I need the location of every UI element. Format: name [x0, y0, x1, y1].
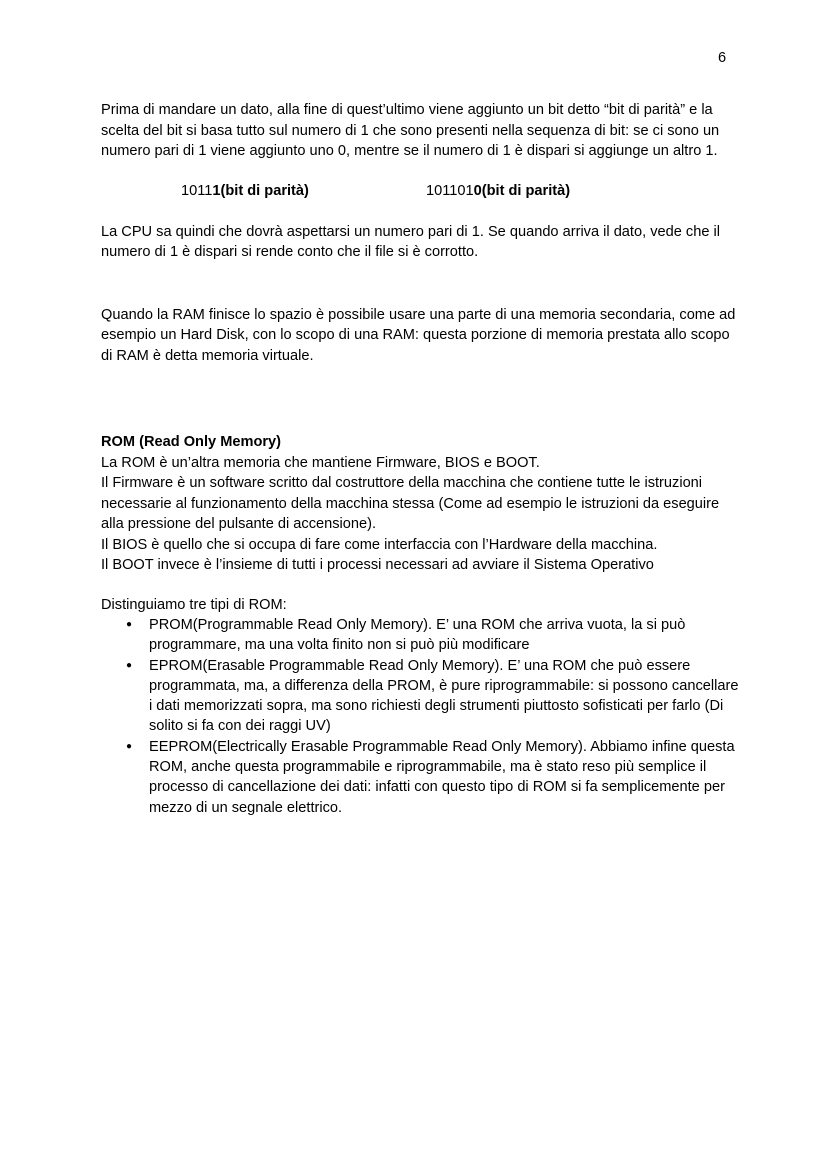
parity-example-1	[181, 181, 309, 202]
rom-type-prom: PROM(Programmable Read Only Memory). E’ una ROM che arriva vuota, la si può programmare, ma una volta finito non si può più modificare	[149, 617, 686, 654]
rom-line-bios: Il BIOS è quello che si occupa di fare come interfaccia con l’Hardware della macchina.	[101, 536, 658, 553]
rom-line-firmware: Il Firmware è un software scritto dal costruttore della macchina che contiene tutte le istruzioni necessarie al funzionamento della macchina stessa (Come ad esempio le istruzioni da eseguire alla pressione del pulsante di accensione).	[101, 475, 720, 532]
parity-example-1-label: (bit di parità)	[220, 182, 309, 199]
parity-example-2-bit: 0	[473, 182, 482, 199]
cpu-parity-paragraph: La CPU sa quindi che dovrà aspettarsi un numero pari di 1. Se quando arriva il dato, vede che il numero di 1 è dispari si rende conto che il file si è corrotto.	[101, 223, 720, 260]
list-item	[101, 737, 741, 818]
document-body	[101, 100, 741, 818]
rom-line-boot: Il BOOT invece è l’insieme di tutti i processi necessari ad avviare il Sistema Operativo	[101, 557, 654, 573]
rom-types-list	[101, 615, 741, 818]
bullet-icon: ●	[126, 740, 133, 752]
parity-example-2-label: (bit di parità)	[481, 182, 571, 199]
list-item	[101, 615, 741, 656]
rom-type-eprom: EPROM(Erasable Programmable Read Only Memory). E’ una ROM che può essere programmata, ma, a differenza della PROM, è pure riprogrammabile: si possono cancellare i dati memorizzati sopra, ma sono richiesti degli strumenti piuttosto sofisticati per farlo (Di solito si fa con dei raggi UV)	[149, 657, 739, 735]
rom-types-intro: Distinguiamo tre tipi di ROM:	[101, 596, 287, 613]
rom-type-eeprom: EEPROM(Electrically Erasable Programmable Read Only Memory). Abbiamo infine questa ROM, anche questa programmabile e riprogrammabile, ma è stato reso più semplice il processo di cancellazione dei dati: infatti con questo tipo di ROM si fa semplicemente per mezzo di un segnale elettrico.	[149, 738, 735, 816]
bullet-icon: ●	[126, 619, 133, 630]
rom-line-intro: La ROM è un’altra memoria che mantiene Firmware, BIOS e BOOT.	[101, 454, 540, 471]
virtual-memory-paragraph: Quando la RAM finisce lo spazio è possibile usare una parte di una memoria secondaria, come ad esempio un Hard Disk, con lo scopo di una RAM: questa porzione di memoria prestata allo scopo di RAM è detta memoria virtuale.	[101, 306, 736, 364]
bullet-icon: ●	[126, 659, 133, 671]
rom-heading: ROM (Read Only Memory)	[101, 434, 282, 450]
page-number: 6	[718, 50, 727, 66]
parity-example-2-bits: 101101	[426, 182, 474, 199]
parity-example-1-bits: 1011	[181, 182, 213, 199]
parity-examples	[101, 181, 741, 202]
list-item	[101, 656, 741, 737]
parity-example-2	[426, 181, 570, 202]
parity-intro-paragraph: Prima di mandare un dato, alla fine di quest’ultimo viene aggiunto un bit detto “bit di parità” e la scelta del bit si basa tutto sul numero di 1 che sono presenti nella sequenza di bit: se ci sono un numero pari di 1 viene aggiunto uno 0, mentre se il numero di 1 è dispari si aggiunge un altro 1.	[101, 102, 720, 159]
parity-example-1-bit: 1	[212, 182, 221, 199]
